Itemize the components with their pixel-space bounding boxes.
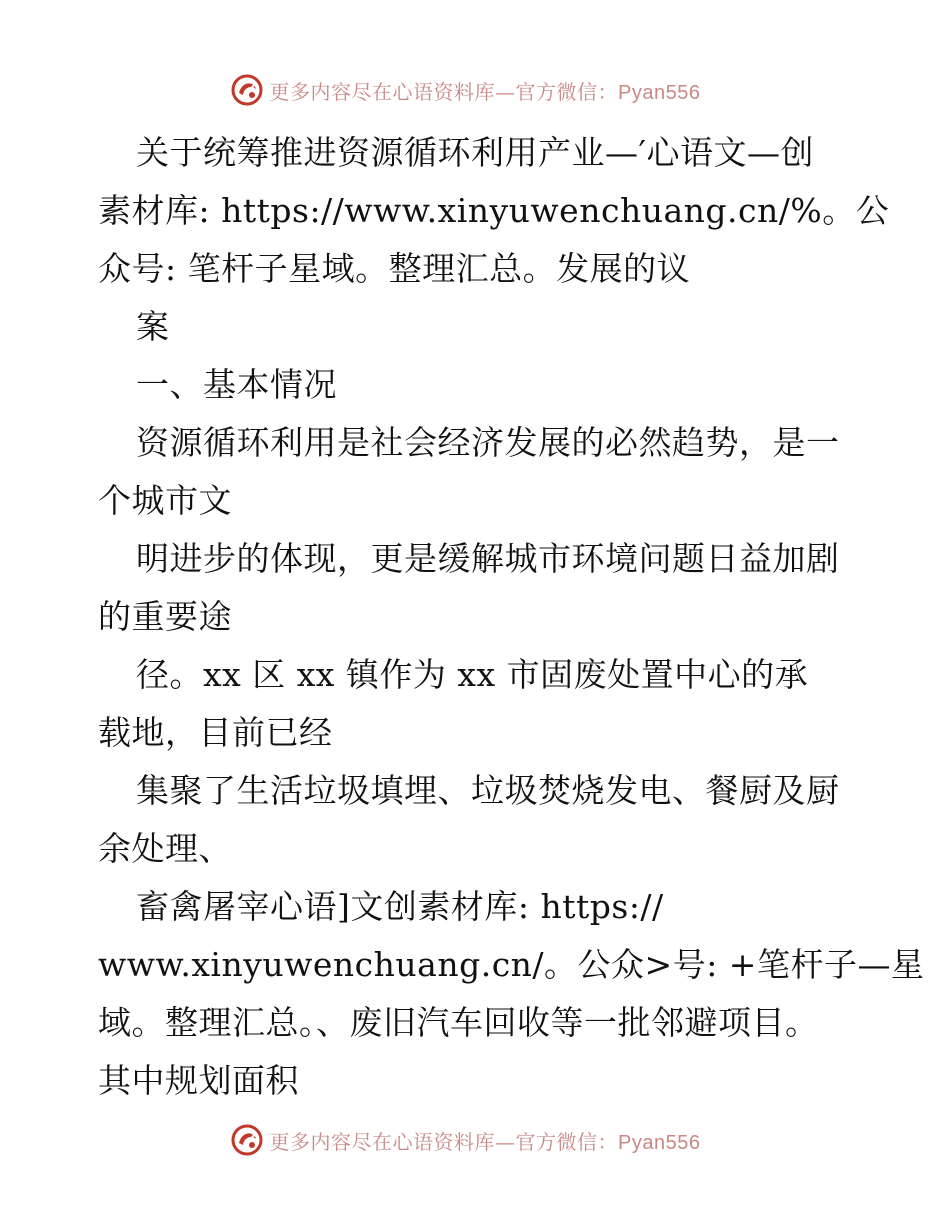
body-line: 其中规划面积 — [98, 1061, 299, 1100]
header-watermark — [0, 70, 950, 110]
body-line: 个城市文 — [98, 481, 232, 520]
red-swirl-logo-icon — [230, 1123, 264, 1157]
body-line: 畜禽屠宰心语]文创素材库: https:// — [136, 887, 664, 926]
watermark-text: 更多内容尽在心语资料库—官方微信：Pyan556 — [269, 79, 701, 104]
body-line: 素材库: https://www.xinyuwenchuang.cn/%。公 — [98, 191, 890, 230]
body-line: 明进步的体现，更是缓解城市环境问题日益加剧 — [136, 539, 840, 578]
watermark-text: 更多内容尽在心语资料库—官方微信：Pyan556 — [269, 1129, 701, 1154]
body-line: 的重要途 — [98, 597, 232, 636]
document-body — [98, 124, 925, 1110]
body-line: 关于统筹推进资源循环利用产业—′心语文—创 — [136, 133, 814, 172]
body-line: 域。整理汇总。、废旧汽车回收等一批邻避项目。 — [98, 1003, 819, 1042]
body-line: 径。xx 区 xx 镇作为 xx 市固废处置中心的承 — [136, 655, 809, 694]
footer-watermark — [0, 1120, 950, 1160]
body-line: 案 — [136, 307, 170, 346]
section-heading: 一、基本情况 — [136, 365, 337, 404]
body-line: 资源循环利用是社会经济发展的必然趋势，是一 — [136, 423, 840, 462]
red-swirl-logo-icon — [230, 73, 264, 107]
body-line: 集聚了生活垃圾填埋、垃圾焚烧发电、餐厨及厨 — [136, 771, 840, 810]
body-line: www.xinyuwenchuang.cn/。公众>号: +笔杆子—星 — [98, 945, 925, 984]
body-line: 众号: 笔杆子星域。整理汇总。发展的议 — [98, 249, 691, 288]
body-line: 载地，目前已经 — [98, 713, 333, 752]
body-line: 余处理、 — [98, 829, 232, 868]
